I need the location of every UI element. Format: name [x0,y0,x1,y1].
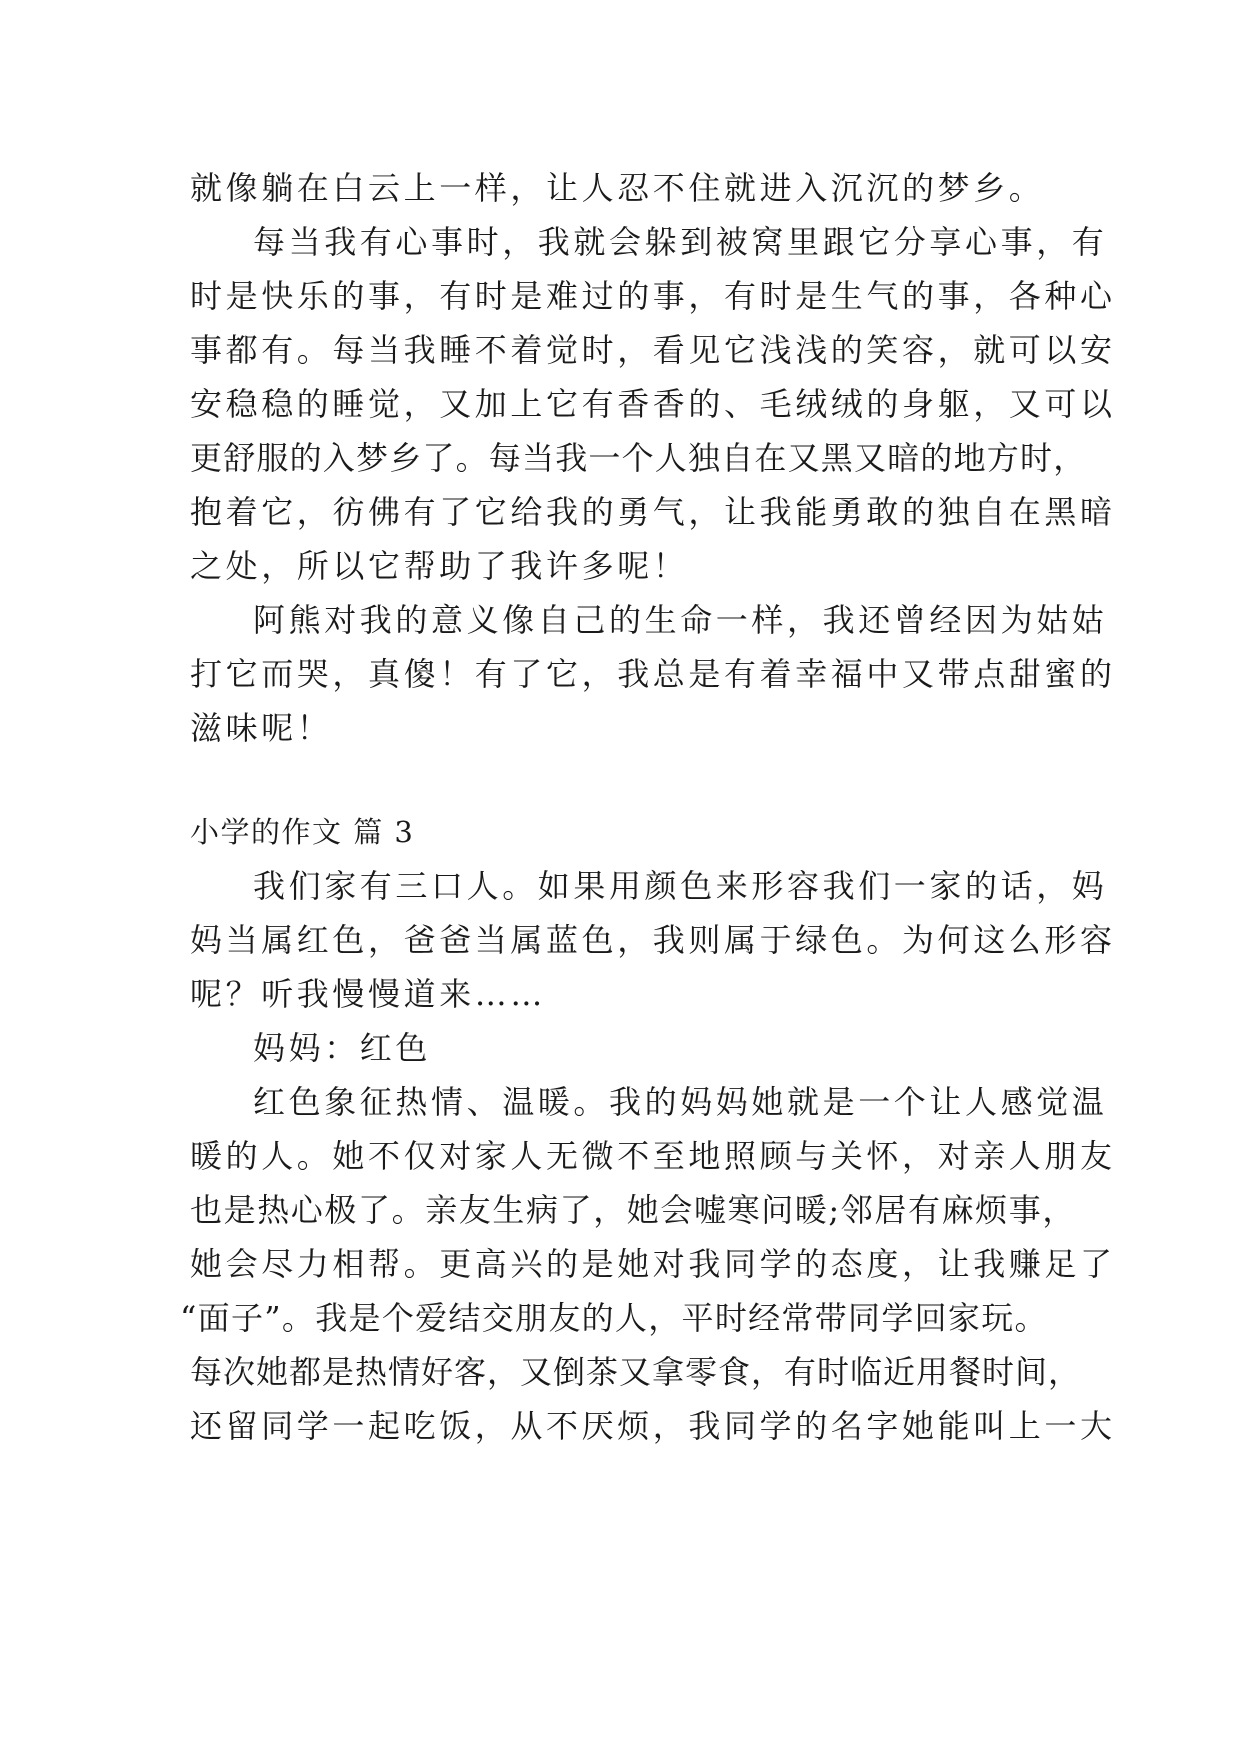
section-heading: 小学的作文 篇 3 [190,815,415,849]
paragraph-first-line: 我们家有三口人。如果用颜色来形容我们一家的话，妈 [253,867,1108,905]
text-line: 呢？听我慢慢道来…… [190,975,547,1013]
text-line: 也是热心极了。亲友生病了，她会嘘寒问暖;邻居有麻烦事， [190,1191,1076,1229]
text-line: 事都有。每当我睡不着觉时，看见它浅浅的笑容，就可以安 [190,331,1116,369]
text-line: 每次她都是热情好客，又倒茶又拿零食，有时临近用餐时间， [190,1353,1082,1391]
text-line: 安稳稳的睡觉，又加上它有香香的、毛绒绒的身躯，又可以 [190,385,1116,423]
text-line: 之处，所以它帮助了我许多呢！ [190,547,689,585]
paragraph-first-line: 阿熊对我的意义像自己的生命一样，我还曾经因为姑姑 [253,601,1108,639]
text-line: 时是快乐的事，有时是难过的事，有时是生气的事，各种心 [190,277,1116,315]
text-line: 滋味呢！ [190,709,333,747]
text-line: 打它而哭，真傻！有了它，我总是有着幸福中又带点甜蜜的 [190,655,1116,693]
text-line: “面子”。我是个爱结交朋友的人，平时经常带同学回家玩。 [180,1299,1048,1337]
subheading-line: 妈妈：红色 [253,1029,432,1067]
text-line: 妈当属红色，爸爸当属蓝色，我则属于绿色。为何这么形容 [190,921,1116,959]
paragraph-first-line: 每当我有心事时，我就会躲到被窝里跟它分享心事，有 [253,223,1108,261]
text-line: 就像躺在白云上一样，让人忍不住就进入沉沉的梦乡。 [190,169,1045,207]
text-line: 暖的人。她不仅对家人无微不至地照顾与关怀，对亲人朋友 [190,1137,1116,1175]
text-line: 还留同学一起吃饭，从不厌烦，我同学的名字她能叫上一大 [190,1407,1116,1445]
paragraph-first-line: 红色象征热情、温暖。我的妈妈她就是一个让人感觉温 [253,1083,1108,1121]
text-line: 更舒服的入梦乡了。每当我一个人独自在又黑又暗的地方时， [190,439,1087,477]
text-line: 抱着它，彷佛有了它给我的勇气，让我能勇敢的独自在黑暗 [190,493,1116,531]
text-line: 她会尽力相帮。更高兴的是她对我同学的态度，让我赚足了 [190,1245,1116,1283]
